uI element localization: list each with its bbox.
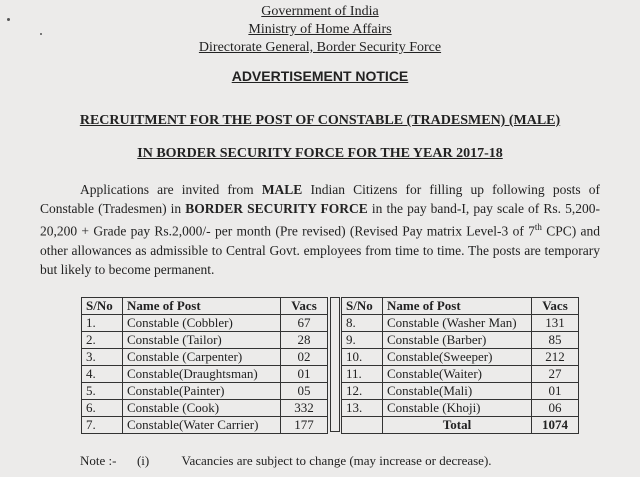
table-row: 3. Constable (Carpenter) 02 bbox=[82, 349, 328, 366]
table-row: 1. Constable (Cobbler) 67 bbox=[82, 315, 328, 332]
para-bsf: BORDER SECURITY FORCE bbox=[185, 201, 368, 216]
note-label: Note :- bbox=[80, 453, 117, 468]
table-row: 2. Constable (Tailor) 28 bbox=[82, 332, 328, 349]
header-directorate: Directorate General, Border Security Force bbox=[198, 40, 442, 55]
vacancy-table-right bbox=[341, 297, 579, 434]
table-row: 10. Constable(Sweeper) 212 bbox=[342, 349, 579, 366]
header-ministry: Ministry of Home Affairs bbox=[248, 22, 392, 37]
table-row: 12. Constable(Mali) 01 bbox=[342, 383, 579, 400]
table-header-row bbox=[342, 298, 579, 315]
note-text: Vacancies are subject to change (may increase or decrease). bbox=[181, 453, 492, 468]
para-superscript: th bbox=[534, 222, 542, 232]
advertisement-notice-title: ADVERTISEMENT NOTICE bbox=[231, 68, 409, 84]
para-male: MALE bbox=[261, 182, 303, 197]
total-label: Total bbox=[383, 417, 532, 434]
header-government: Government of India bbox=[261, 4, 379, 19]
table-row: 4. Constable(Draughtsman) 01 bbox=[82, 366, 328, 383]
para-text-4: CPC) and other allowances as admissible to Central Govt. employees from time to time. The posts are temporary but likely to become permanent. bbox=[40, 223, 601, 277]
col-sno: S/No bbox=[342, 298, 383, 315]
col-vacs: Vacs bbox=[532, 298, 579, 315]
note bbox=[80, 453, 492, 469]
para-text-3: in the pay band-I, pay scale of Rs. 5,200-20,200 + Grade pay Rs.2,000/- per month (Pre revised) (Revised Pay matrix Level-3 of 7 bbox=[40, 201, 601, 239]
col-sno: S/No bbox=[82, 298, 123, 315]
vacancy-table-left bbox=[81, 297, 328, 434]
col-post: Name of Post bbox=[383, 298, 532, 315]
recruitment-title: RECRUITMENT FOR THE POST OF CONSTABLE (TRADESMEN) (MALE) bbox=[79, 113, 561, 128]
table-spacer-column bbox=[330, 297, 340, 432]
col-vacs: Vacs bbox=[281, 298, 328, 315]
intro-paragraph bbox=[40, 180, 600, 279]
recruitment-subtitle: IN BORDER SECURITY FORCE FOR THE YEAR 2017-18 bbox=[137, 146, 503, 161]
note-item: (i) bbox=[136, 453, 150, 468]
total-value: 1074 bbox=[532, 417, 579, 434]
table-row: 6. Constable (Cook) 332 bbox=[82, 400, 328, 417]
total-row bbox=[342, 417, 579, 434]
table-row: 9. Constable (Barber) 85 bbox=[342, 332, 579, 349]
para-text-1: Applications are invited from bbox=[80, 182, 262, 197]
para-text-2: Indian Citizens for filling up following posts of Constable (Tradesmen) in bbox=[40, 182, 600, 216]
col-post: Name of Post bbox=[123, 298, 281, 315]
table-row: 11. Constable(Waiter) 27 bbox=[342, 366, 579, 383]
table-header-row bbox=[82, 298, 328, 315]
table-row: 7. Constable(Water Carrier) 177 bbox=[82, 417, 328, 434]
table-row: 8. Constable (Washer Man) 131 bbox=[342, 315, 579, 332]
table-row: 5. Constable(Painter) 05 bbox=[82, 383, 328, 400]
table-row: 13. Constable (Khoji) 06 bbox=[342, 400, 579, 417]
